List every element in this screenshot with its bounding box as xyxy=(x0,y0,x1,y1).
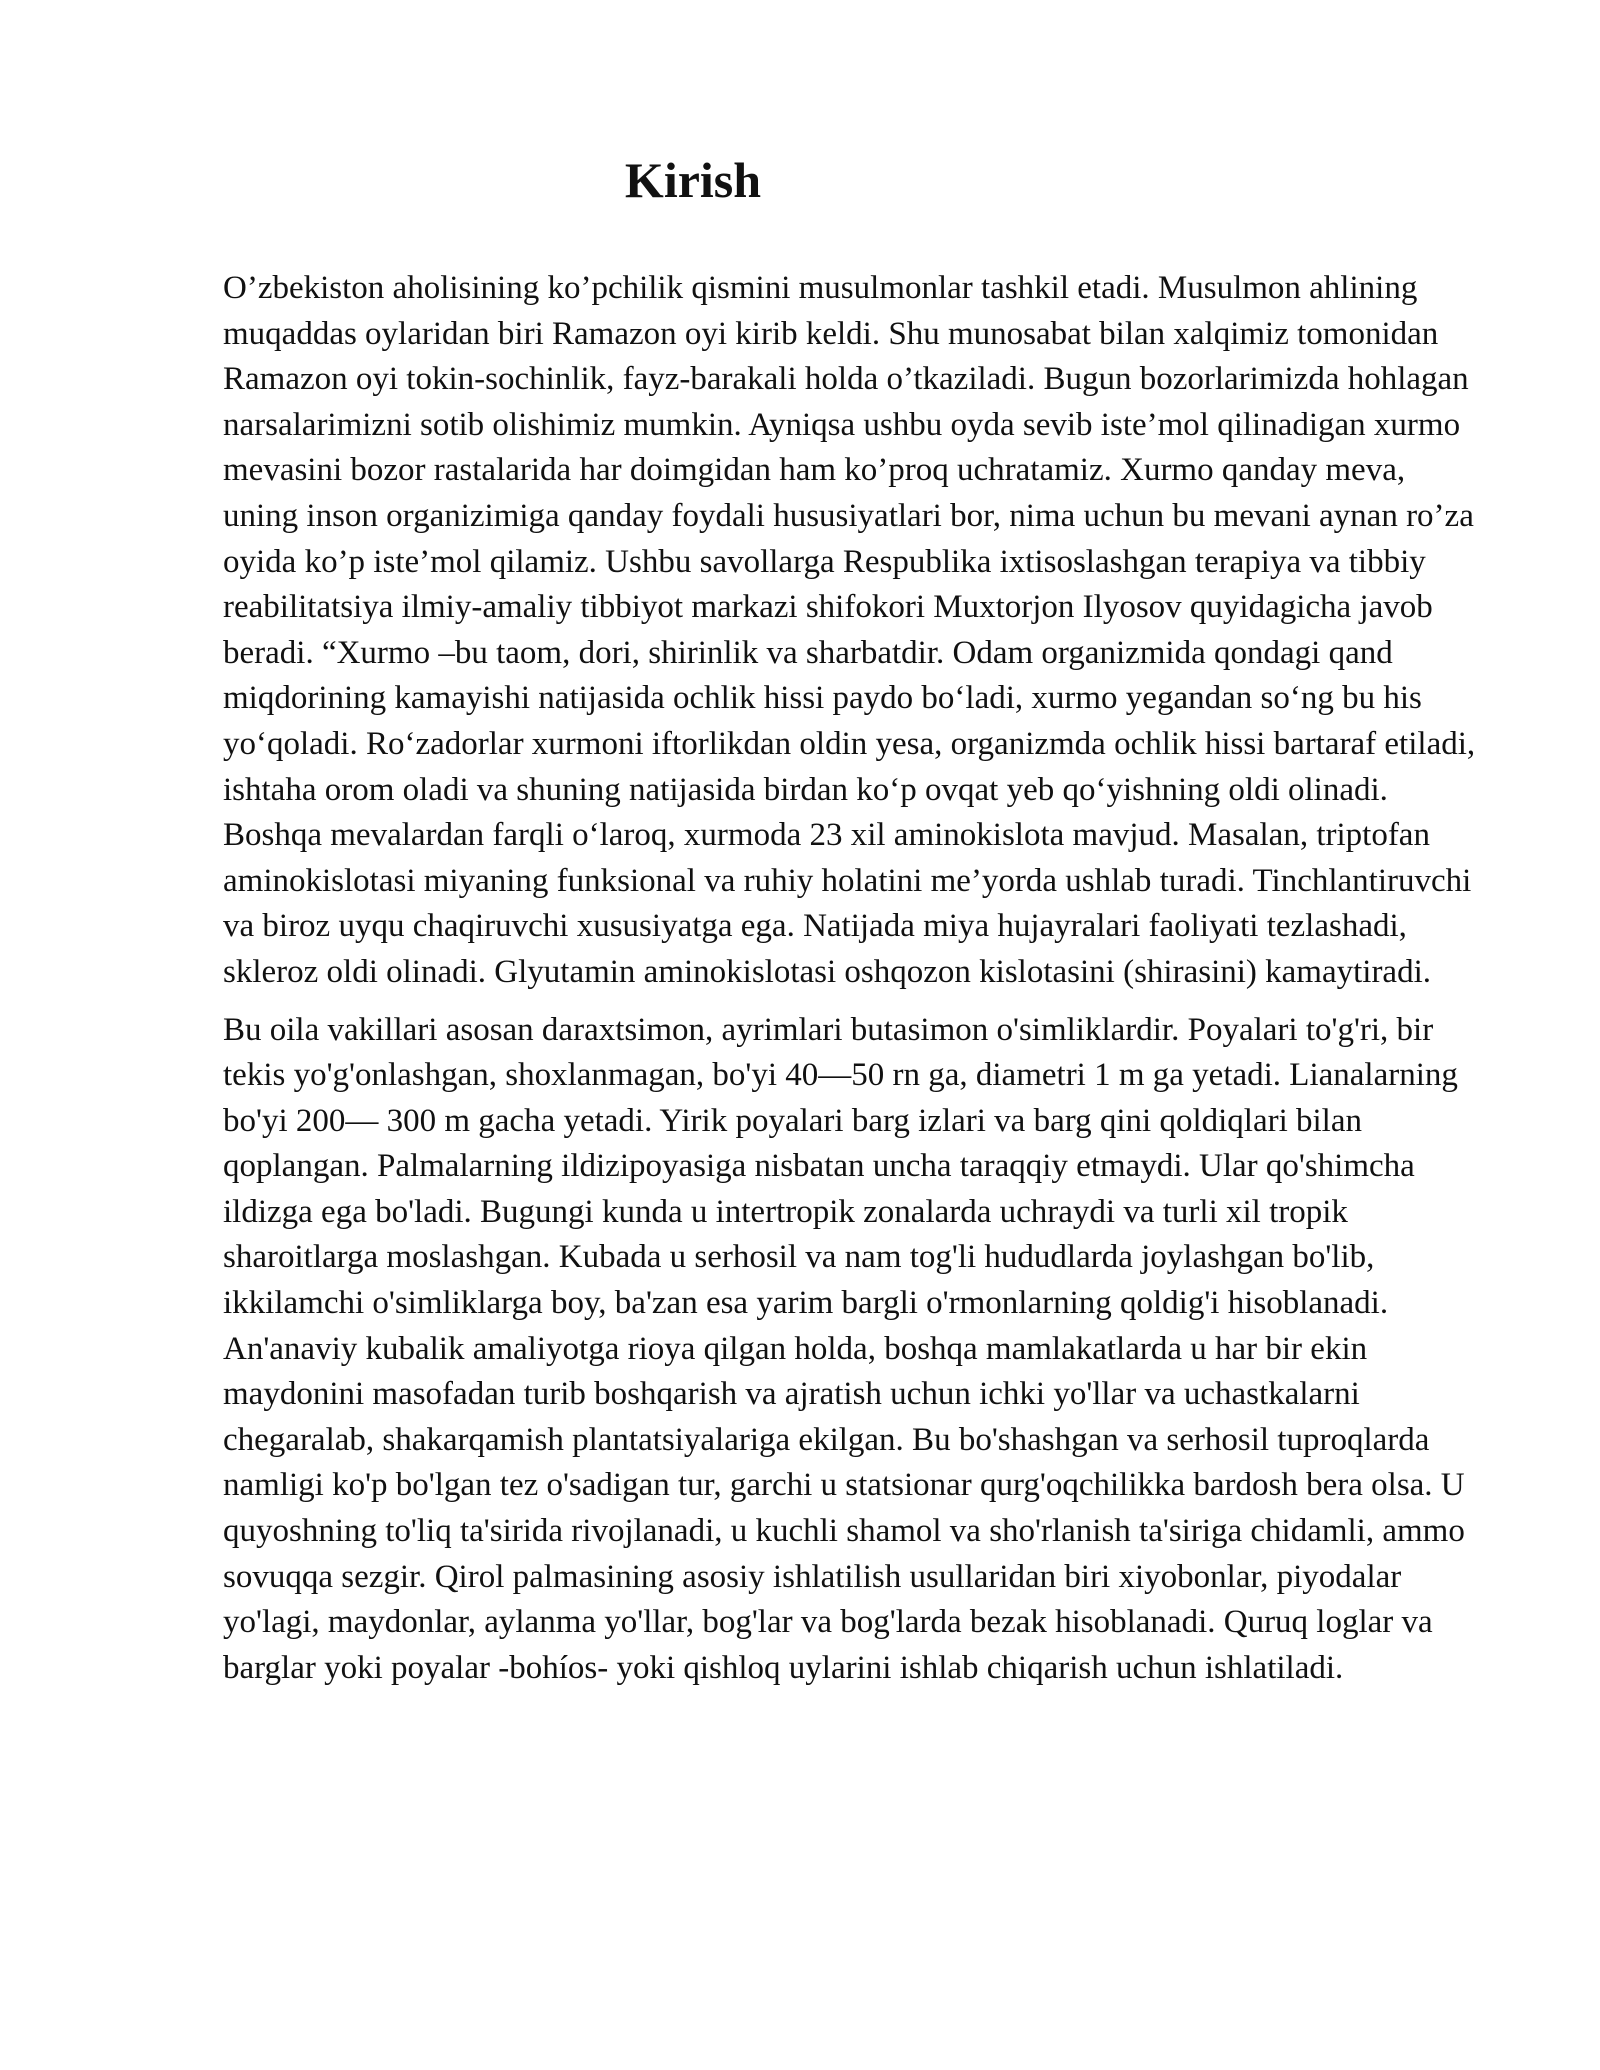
document-body xyxy=(223,266,1485,1703)
paragraph-palm-description: Bu oila vakillari asosan daraxtsimon, ayrimlari butasimon o'simliklardir. Poyalari to'g'ri, bir tekis yo'g'onlashgan, shoxlanmagan, bo'yi 40—50 rn ga, diametri 1 m ga yetadi. Lianalarning bo'yi 200— 300 m gacha yetadi. Yirik poyalari barg izlari va barg qini qoldiqlari bilan qoplangan. Palmalarning ildizipoyasiga nisbatan uncha taraqqiy etmaydi. Ular qo'shimcha ildizga ega bo'ladi. Bugungi kunda u intertropik zonalarda uchraydi va turli xil tropik sharoitlarga moslashgan. Kubada u serhosil va nam tog'li hududlarda joylashgan bo'lib, ikkilamchi o'simliklarga boy, ba'zan esa yarim bargli o'rmonlarning qoldig'i hisoblanadi. An'anaviy kubalik amaliyotga rioya qilgan holda, boshqa mamlakatlarda u har bir ekin maydonini masofadan turib boshqarish va ajratish uchun ichki yo'llar va uchastkalarni chegaralab, shakarqamish plantatsiyalariga ekilgan. Bu bo'shashgan va serhosil tuproqlarda namligi ko'p bo'lgan tez o'sadigan tur, garchi u statsionar qurg'oqchilikka bardosh bera olsa. U quyoshning to'liq ta'sirida rivojlanadi, u kuchli shamol va sho'rlanish ta'siriga chidamli, ammo sovuqqa sezgir. Qirol palmasining asosiy ishlatilish usullaridan biri xiyobonlar, piyodalar yo'lagi, maydonlar, aylanma yo'llar, bog'lar va bog'larda bezak hisoblanadi. Quruq loglar va barglar yoki poyalar -bohíos- yoki qishloq uylarini ishlab chiqarish uchun ishlatiladi. xyxy=(223,1011,1465,1686)
page-title: Kirish xyxy=(624,152,762,208)
paragraph-intro: O’zbekiston aholisining ko’pchilik qismini musulmonlar tashkil etadi. Musulmon ahlining muqaddas oylaridan biri Ramazon oyi kirib keldi. Shu munosabat bilan xalqimiz tomonidan Ramazon oyi tokin-sochinlik, fayz-barakali holda o’tkaziladi. Bugun bozorlarimizda hohlagan narsalarimizni sotib olishimiz mumkin. Ayniqsa ushbu oyda sevib iste’mol qilinadigan xurmo mevasini bozor rastalarida har doimgidan ham ko’proq uchratamiz. Xurmo qanday meva, uning inson organizimiga qanday foydali hususiyatlari bor, nima uchun bu mevani aynan ro’za oyida ko’p iste’mol qilamiz. Ushbu savollarga Respublika ixtisoslashgan terapiya va tibbiy reabilitatsiya ilmiy-amaliy tibbiyot markazi shifokori Muxtorjon Ilyosov quyidagicha javob beradi. “Xurmo –bu taom, dori, shirinlik va sharbatdir. Odam organizmida qondagi qand miqdorining kamayishi natijasida ochlik hissi paydo bo‘ladi, xurmo yegandan so‘ng bu his yo‘qoladi. Ro‘zadorlar xurmoni iftorlikdan oldin yesa, organizmda ochlik hissi bartaraf etiladi, ishtaha orom oladi va shuning natijasida birdan ko‘p ovqat yeb qo‘yishning oldi olinadi. Boshqa mevalardan farqli o‘laroq, xurmoda 23 xil aminokislota mavjud. Masalan, triptofan aminokislotasi miyaning funksional va ruhiy holatini me’yorda ushlab turadi. Tinchlantiruvchi va biroz uyqu chaqiruvchi xususiyatga ega. Natijada miya hujayralari faoliyati tezlashadi, skleroz oldi olinadi. Glyutamin aminokislotasi oshqozon kislotasini (shirasini) kamaytiradi. xyxy=(223,270,1476,990)
